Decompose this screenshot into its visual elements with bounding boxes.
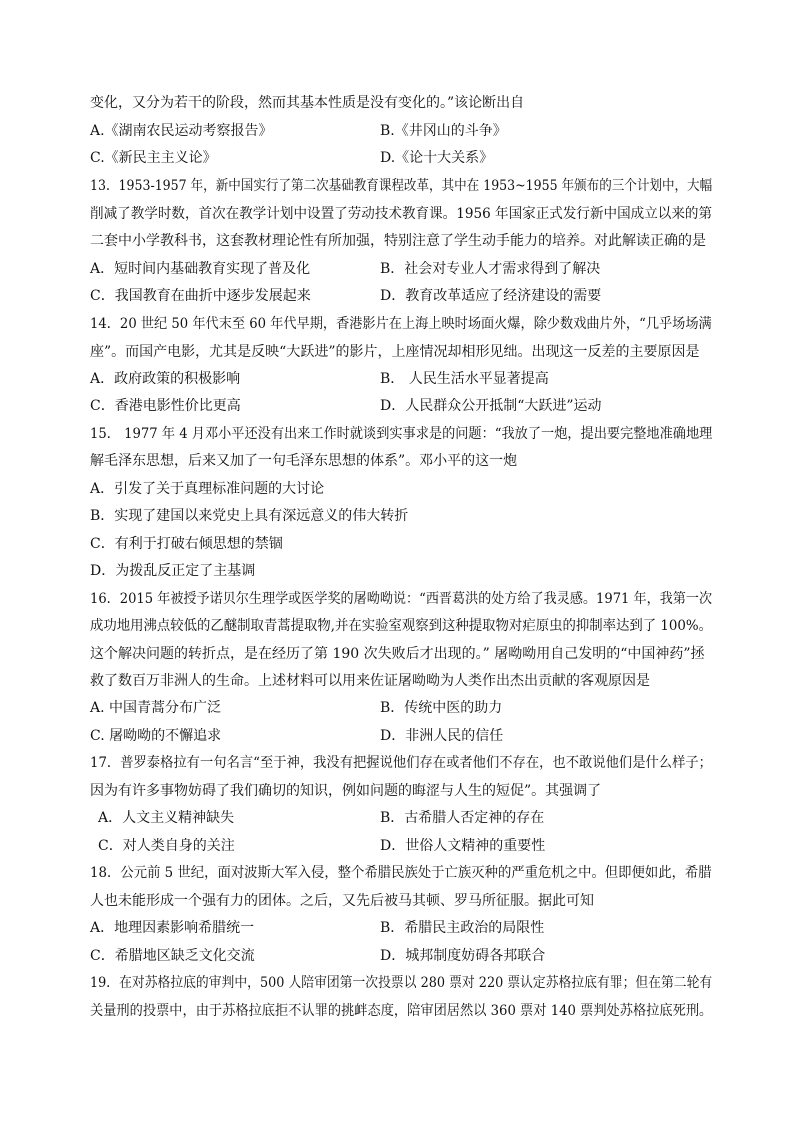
q12-option-a: A.《湖南农民运动考察报告》 — [90, 123, 273, 139]
q15-stem-line1: 15． 1977 年 4 月邓小平还没有出来工作时就谈到实事求是的问题：“我放了一炮，提出要完整地准确地理 — [90, 426, 713, 442]
q18-stem-line1: 18．公元前 5 世纪，面对波斯大军入侵，整个希腊民族处于亡族灭种的严重危机之中。但即便如此，希腊 — [90, 865, 712, 881]
q18-option-d: D．城邦制度妨碍各邦联合 — [380, 948, 546, 964]
q16-stem-line1: 16．2015 年被授予诺贝尔生理学或医学奖的屠呦呦说：“西晋葛洪的处方给了我灵感。1971 年，我第一次 — [90, 591, 713, 607]
q15-stem-line2: 解毛泽东思想，后来又加了一句毛泽东思想的体系”。邓小平的这一炮 — [90, 453, 518, 469]
q19-stem-line2: 关量刑的投票中，由于苏格拉底拒不认罪的挑衅态度，陪审团居然以 360 票对 140 票判处苏格拉底死刑。 — [90, 1003, 713, 1019]
q15-option-c: C．有利于打破右倾思想的禁锢 — [90, 536, 283, 552]
q15-option-d: D．为拨乱反正定了主基调 — [90, 563, 256, 579]
q14-stem-line2: 座”。而国产电影，尤其是反映“大跃进”的影片，上座情况却相形见绌。出现这一反差的主要原因是 — [90, 344, 700, 360]
q17-stem-line2: 因为有许多事物妨碍了我们确切的知识，例如问题的晦涩与人生的短促”。其强调了 — [90, 783, 602, 799]
q14-stem-line1: 14．20 世纪 50 年代末至 60 年代早期，香港影片在上海上映时场面火爆，除少数戏曲片外，“几乎场场满 — [90, 316, 712, 332]
q16-option-d: D．非洲人民的信任 — [380, 728, 504, 744]
q19-stem-line1: 19．在对苏格拉底的审判中，500 人陪审团第一次投票以 280 票对 220 票认定苏格拉底有罪；但在第二轮有 — [90, 975, 713, 991]
q18-option-c: C．希腊地区缺乏文化交流 — [90, 948, 255, 964]
q16-stem-line2: 成功地用沸点较低的乙醚制取青蒿提取物,并在实验室观察到这种提取物对疟原虫的抑制率达到了 100%。 — [90, 618, 712, 634]
q18-option-a: A．地理因素影响希腊统一 — [90, 920, 255, 936]
q13-stem-line3: 二套中小学教科书，这套教材理论性有所加强，特别注意了学生动手能力的培养。对此解读正确的是 — [90, 233, 706, 249]
q12-stem-continuation: 变化，又分为若干的阶段，然而其基本性质是没有变化的。”该论断出自 — [90, 95, 525, 111]
q12-option-d: D.《论十大关系》 — [380, 150, 494, 166]
q13-stem-line2: 削减了教学时数，首次在教学计划中设置了劳动技术教育课。1956 年国家正式发行新中国成立以来的第 — [90, 206, 713, 222]
q17-stem-line1: 17．普罗泰格拉有一句名言“至于神，我没有把握说他们存在或者他们不存在，也不敢说他们是什么样子； — [90, 755, 712, 771]
q16-option-b: B．传统中医的助力 — [380, 700, 503, 716]
q15-option-b: B．实现了建国以来党史上具有深远意义的伟大转折 — [90, 508, 409, 524]
q13-option-a: A．短时间内基础教育实现了普及化 — [90, 261, 311, 277]
q17-option-c: C．对人类自身的关注 — [98, 838, 235, 854]
q16-option-a: A. 中国青蒿分布广泛 — [90, 700, 222, 716]
q16-stem-line3: 这个解决问题的转折点，是在经历了第 190 次失败后才出现的。” 屠呦呦用自己发明的“中国神药”拯 — [90, 646, 705, 662]
q17-option-a: A．人文主义精神缺失 — [98, 810, 235, 826]
q17-option-d: D．世俗人文精神的重要性 — [380, 838, 546, 854]
q12-option-b: B.《井冈山的斗争》 — [380, 123, 507, 139]
q13-option-b: B．社会对专业人才需求得到了解决 — [380, 261, 601, 277]
q16-stem-line4: 救了数百万非洲人的生命。上述材料可以用来佐证屠呦呦为人类作出杰出贡献的客观原因是 — [90, 673, 650, 689]
q15-option-a: A．引发了关于真理标准问题的大讨论 — [90, 481, 325, 497]
q12-option-c: C.《新民主主义论》 — [90, 150, 217, 166]
q18-option-b: B．希腊民主政治的局限性 — [380, 920, 545, 936]
q14-option-d: D．人民群众公开抵制“大跃进”运动 — [380, 398, 602, 414]
q13-option-c: C．我国教育在曲折中逐步发展起来 — [90, 288, 311, 304]
q14-option-a: A．政府政策的积极影响 — [90, 371, 241, 387]
q18-stem-line2: 人也未能形成一个强有力的团体。之后，又先后被马其顿、罗马所征服。据此可知 — [90, 893, 594, 909]
q13-stem-line1: 13．1953-1957 年，新中国实行了第二次基础教育课程改革，其中在 1953~1955 年颁布的三个计划中，大幅 — [90, 178, 713, 194]
q17-option-b: B．古希腊人否定神的存在 — [380, 810, 545, 826]
q14-option-b: B． 人民生活水平显著提高 — [380, 371, 549, 387]
q16-option-c: C. 屠呦呦的不懈追求 — [90, 728, 222, 744]
q14-option-c: C．香港电影性价比更高 — [90, 398, 241, 414]
q13-option-d: D．教育改革适应了经济建设的需要 — [380, 288, 602, 304]
